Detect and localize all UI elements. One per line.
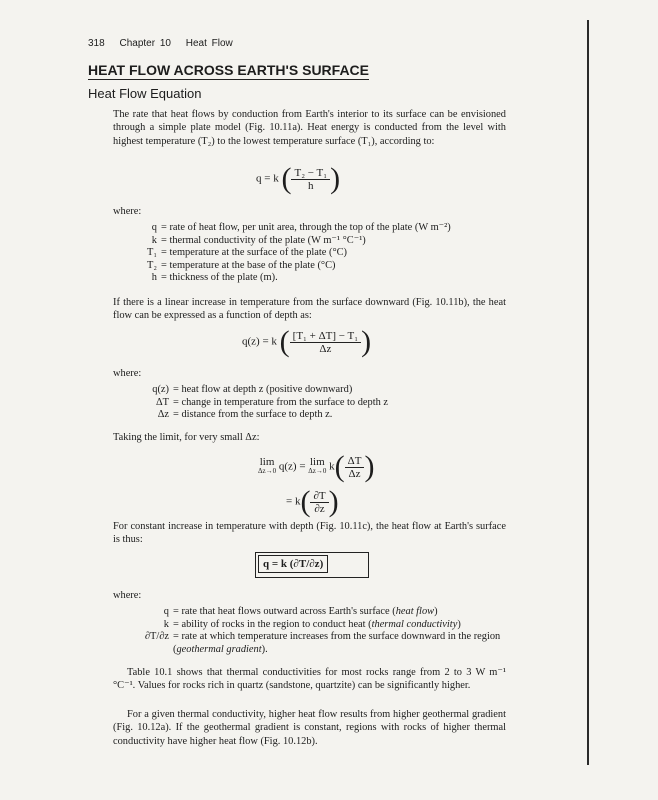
definition-row [113,409,513,422]
section-title: HEAT FLOW ACROSS EARTH'S SURFACE [88,62,369,78]
equation-3: lim Δz→0 q(z) = lim Δz→0 k( $\frac{\Delta T}{\Delta z}$ ) [258,450,375,483]
definition-row [113,631,513,656]
eq3-lim-1: lim [259,456,275,468]
where-label-1: where: [113,206,142,217]
page-binding-rule [587,20,589,765]
definition-row [123,222,523,235]
paragraph-3: For constant increase in temperature with depth (Fig. 10.11c), the heat flow at Earth's surface is thus: [113,521,506,546]
definition-symbol: q [151,222,157,233]
definition-row [123,247,523,260]
definition-text: = ability of rocks in the region to conduct heat (thermal conductivity) [173,618,461,630]
eq3-denominator: Δz [348,467,361,480]
definition-symbol: ΔT [155,396,169,408]
definition-list-3 [113,606,513,656]
definition-row [123,235,523,248]
definition-row [113,397,513,410]
eq3-lim-2: lim [310,456,325,468]
definition-text: = rate of heat flow, per unit area, through the top of the plate (W m⁻²) [161,222,451,233]
where-label-2: where: [113,368,142,379]
definition-list-2 [113,384,513,422]
definition-symbol: k [151,234,157,246]
eq1-denominator: h [308,179,314,192]
definition-term: geothermal gradient [176,643,262,655]
definition-text: = distance from the surface to depth z. [173,409,333,421]
boxed-equation: q = k (∂T/∂z) [258,555,328,573]
paragraph-1: The rate that heat flows by conduction from Earth's interior to its surface can be envisioned through a simple plate model (Fig. 10.11a). Heat energy is conducted from the level with highest temperature (T₂) to the lowest temperature surface (T₁), according to: [113,109,506,147]
page-number: 318 [88,38,105,49]
definition-term: thermal conductivity [371,618,458,630]
definition-text: = heat flow at depth z (positive downward) [173,384,353,395]
eq4-numerator: ∂T [310,490,328,503]
subsection-title: Heat Flow Equation [88,86,202,101]
eq3-fz: q(z) = [278,460,306,473]
paragraph-4: Table 10.1 shows that thermal conductivities for most rocks range from 2 to 3 W m⁻¹ °C⁻¹. Values for rocks rich in quartz (sandstone, quartzite) can be significantly higher. [113,667,506,692]
eq3-sub-1: Δz→0 [258,467,277,475]
definition-symbol: T₁ [147,247,157,259]
definition-symbol: k [163,618,169,630]
equation-1: q = k ( $\frac{\text{T₂ − T₁}}{h}$ ) [256,162,341,195]
definition-symbol: q(z) [152,384,169,395]
definition-text: = temperature at the base of the plate (°C) [161,259,336,271]
definition-row [113,619,513,632]
definition-row [113,384,513,397]
paragraph-2: If there is a linear increase in temperature from the surface downward (Fig. 10.11b), the heat flow can be expressed as a function of depth as: [113,297,506,322]
eq3-k: k [329,460,335,473]
where-label-3: where: [113,590,142,601]
definition-text: = temperature at the surface of the plate (°C) [161,247,347,259]
eq3-sub-2: Δz→0 [308,467,327,475]
definition-text: = thermal conductivity of the plate (W m⁻¹ °C⁻¹) [161,234,366,246]
limit-intro: Taking the limit, for very small Δz: [113,432,260,443]
definition-symbol: h [151,272,157,284]
definition-row [113,606,513,619]
definition-symbol: Δz [157,409,169,421]
eq2-lhs: q(z) = k [242,335,277,348]
definition-text: = thickness of the plate (m). [161,272,278,284]
eq4-lhs: = k [286,495,301,508]
equation-2: q(z) = k ( $\frac{\text{[T₁ + ΔT] − T₁}}{\Delta z}$ ) [242,325,372,358]
eq4-denominator: ∂z [314,502,325,515]
definition-text: = rate at which temperature increases from the surface downward in the region (geothermal gradient). [173,631,501,655]
eq2-numerator: [T₁ + ΔT] − T₁ [290,330,361,343]
eq2-denominator: Δz [319,342,332,355]
definition-symbol: q [163,606,169,617]
chapter-title: Heat Flow [185,38,233,49]
definition-list-1 [123,222,523,285]
definition-text: = change in temperature from the surface to depth z [173,396,389,408]
definition-term: heat flow [395,606,435,617]
equation-4: = k( $\frac{\partial T}{\partial z}$ ) [286,485,339,518]
page-header [88,38,243,49]
definition-row [123,260,523,273]
definition-symbol: ∂T/∂z [144,631,169,643]
definition-text: = rate that heat flows outward across Earth's surface (heat flow) [173,606,438,617]
eq1-lhs: q = k [256,172,279,185]
eq3-numerator: ΔT [345,455,365,468]
chapter-label: Chapter 10 [119,38,171,49]
eq1-numerator: T₂ − T₁ [291,167,330,180]
paragraph-5: For a given thermal conductivity, higher heat flow results from higher geothermal gradient (Fig. 10.12a). If the geothermal gradient is constant, regions with rocks of higher thermal conductivity have higher heat flow (Fig. 10.12b). [113,709,506,747]
definition-row [123,272,523,285]
definition-symbol: T₂ [147,259,157,271]
